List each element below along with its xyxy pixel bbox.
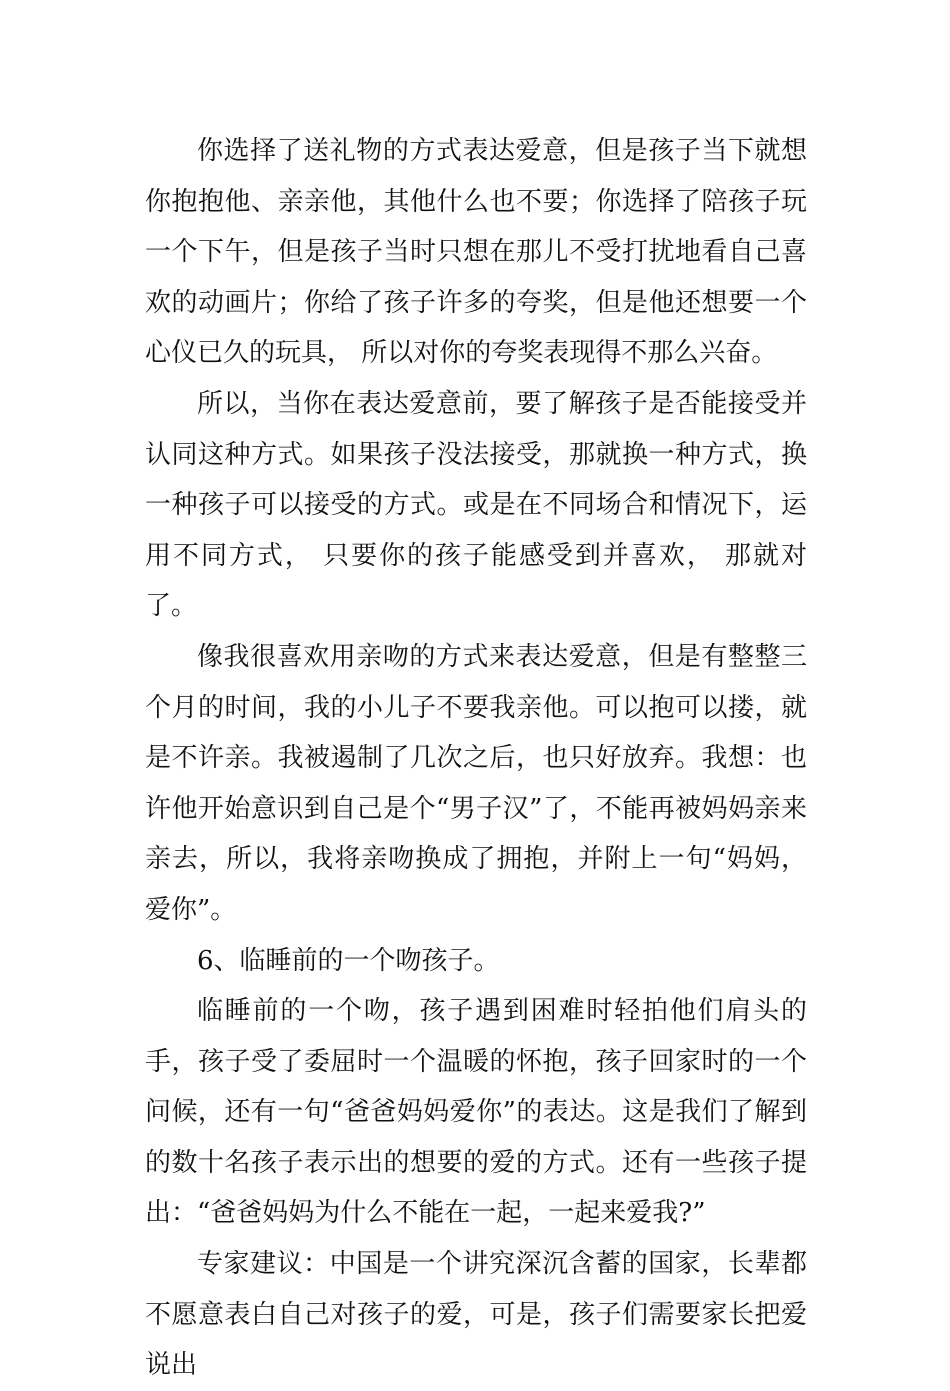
paragraph-kiss-story: 像我很喜欢用亲吻的方式来表达爱意，但是有整整三个月的时间，我的小儿子不要我亲他。可以抱可以搂，就是不许亲。我被遏制了几次之后，也只好放弃。我想：也许他开始意识到自己是个“男子汉”了，不能再被妈妈亲来亲去，所以，我将亲吻换成了拥抱，并附上一句“妈妈，爱你”。	[145, 641, 807, 925]
section-heading: 6、临睡前的一个吻孩子。	[197, 945, 500, 976]
paragraph-expert-advice: 专家建议：中国是一个讲究深沉含蓄的国家，长辈都不愿意表白自己对孩子的爱，可是，孩子们需要家长把爱说出	[145, 1249, 807, 1381]
paragraph-accept-method: 所以，当你在表达爱意前，要了解孩子是否能接受并认同这种方式。如果孩子没法接受，那就换一种方式，换一种孩子可以接受的方式。或是在不同场合和情况下，运用不同方式， 只要你的孩子能感受到并喜欢， 那就对了。	[145, 388, 807, 622]
document-body	[145, 126, 807, 1391]
paragraph-bedtime-kiss: 临睡前的一个吻，孩子遇到困难时轻拍他们肩头的手，孩子受了委屈时一个温暖的怀抱，孩子回家时的一个问候，还有一句“爸爸妈妈爱你”的表达。这是我们了解到的数十名孩子表示出的想要的爱的方式。还有一些孩子提出：“爸爸妈妈为什么不能在一起，一起来爱我?”	[145, 996, 807, 1229]
paragraph-gift-example: 你选择了送礼物的方式表达爱意，但是孩子当下就想你抱抱他、亲亲他，其他什么也不要；你选择了陪孩子玩一个下午，但是孩子当时只想在那儿不受打扰地看自己喜欢的动画片；你给了孩子许多的夸奖，但是他还想要一个心仪已久的玩具， 所以对你的夸奖表现得不那么兴奋。	[145, 136, 807, 369]
